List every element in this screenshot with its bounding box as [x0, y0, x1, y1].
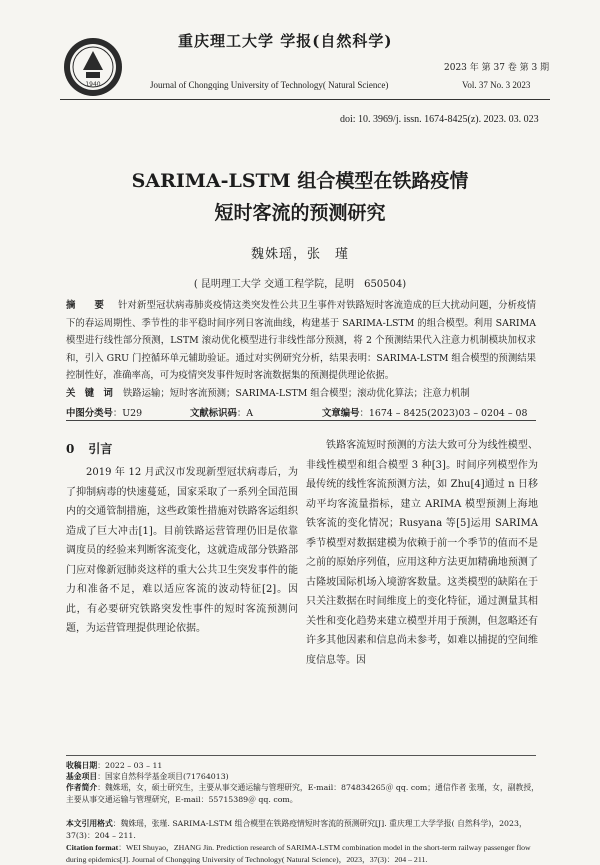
- section-number: 0: [66, 442, 75, 456]
- keywords-text: 铁路运输；短时客流预测；SARIMA-LSTM 组合模型；滚动优化算法；注意力机制: [122, 388, 470, 399]
- fund-label: 基金项目: [66, 772, 98, 781]
- citation-en-label: Citation format: [66, 843, 119, 852]
- received-value: 2022 – 03 – 11: [104, 761, 163, 770]
- seal-year: 1940: [85, 81, 101, 88]
- affiliation: ( 昆明理工大学 交通工程学院，昆明 650504): [193, 279, 407, 290]
- fund-project: 基金项目：国家自然科学基金项目(71764013): [66, 772, 229, 781]
- received-date: 收稿日期：2022 – 03 – 11: [66, 761, 163, 770]
- intro-paragraph-2: 铁路客流短时预测的方法大致可分为线性模型、非线性模型和组合模型 3 种[3]。时间序列模型作为最传统的线性客流预测方法，如 Zhu[4]通过 n 日移动平均客流量指标，建立 ARIMA 模型预测上海地铁客流的变化情况；Rusyana 等[5]运用 SARIMA 季节模型对数据建模为依赖于前一个季节的值而不是之前的原始序列值，应用这种方法更加精确地预测了古隆坡国际机场入境游客数量。这类模型的缺陷在于只关注数据在时间维度上的变化特征，通过测量其相关性和变化趋势来建立模型并用于预测，但忽略还有许多其他因素和信息尚未参考，如难以捕捉的空间维度信息等。因: [306, 440, 538, 666]
- issue-info-cn: 2023 年 第 37 卷 第 3 期: [444, 63, 550, 73]
- doc-code-label: 文献标识码: [190, 408, 237, 419]
- citation-cn-value: 魏姝瑶，张瑾. SARIMA-LSTM 组合模型在铁路疫情短时客流的预测研究[J]. 重庆理工大学学报( 自然科学)，2023，37(3)：204 – 211.: [66, 819, 527, 840]
- body-column-left: [66, 463, 298, 639]
- section-heading: [66, 440, 112, 457]
- author-bio-value: 魏姝瑶，女，硕士研究生，主要从事交通运输与管理研究，E-mail：874834265＠ qq. com；通信作者 张瑾，女，副教授，主要从事交通运输与管理研究，E-mail：55715389＠ qq. com。: [66, 783, 539, 804]
- section-title: 引言: [88, 442, 113, 456]
- clc-value: U29: [122, 408, 143, 419]
- fund-value: 国家自然科学基金项目(71764013): [104, 772, 229, 781]
- article-no-value: 1674 – 8425(2023)03 – 0204 – 08: [368, 408, 528, 419]
- citation-cn-label: 本文引用格式: [66, 819, 113, 828]
- citation-en-value: WEI Shuyao，ZHANG Jin. Prediction research of SARIMA-LSTM combination model in the short-term railway passenger flow during epidemics[J]. Journal of Chongqing University of Technology( Natural Science)，2023，37(3)：204 – 211.: [66, 843, 531, 864]
- abstract: [66, 297, 536, 385]
- paper-title-line1: SARIMA-LSTM 组合模型在铁路疫情: [131, 170, 469, 192]
- journal-title-en: Journal of Chongqing University of Technology( Natural Science): [150, 80, 389, 90]
- clc-label: 中图分类号: [66, 408, 113, 419]
- keywords-label: 关 键 词: [66, 388, 113, 399]
- header-divider: [60, 99, 550, 100]
- authors: 魏姝瑶，张 瑾: [250, 247, 349, 262]
- paper-title-line2: 短时客流的预测研究: [214, 202, 386, 224]
- clc-number: 中图分类号：U29: [66, 408, 143, 419]
- author-bio-label: 作者简介: [66, 783, 98, 792]
- abstract-divider: [66, 420, 536, 421]
- journal-title-cn: 重庆理工大学 学报(自然科学): [178, 32, 393, 50]
- keywords: [66, 387, 536, 401]
- doc-code-value: A: [246, 408, 254, 419]
- issue-info-en: Vol. 37 No. 3 2023: [462, 80, 531, 90]
- abstract-text: 针对新型冠状病毒肺炎疫情这类突发性公共卫生事件对铁路短时客流造成的巨大扰动问题，分析疫情下的春运周期性、季节性的非平稳时间序列日客流曲线，构建基于 SARIMA-LSTM 的组合模型。利用 SARIMA 模型进行线性部分预测，LSTM 滚动优化模型进行非线性部分预测，将 2 个预测结果代入注意力机制模块加权求和，引入 GRU 门控循环单元辅助验证。通过对实例研究分析，结果表明：SARIMA-LSTM 组合模型的预测结果控制性好，准确率高，可为疫情突发事件短时客流数据集的预测提供理论依据。: [66, 300, 536, 382]
- document-code: 文献标识码：A: [190, 408, 254, 419]
- body-column-right: [306, 436, 538, 670]
- article-number: 文章编号：1674 – 8425(2023)03 – 0204 – 08: [322, 408, 528, 419]
- author-bio: 作者简介：魏姝瑶，女，硕士研究生，主要从事交通运输与管理研究，E-mail：874834265＠ qq. com；通信作者 张瑾，女，副教授，主要从事交通运输与管理研究，E-mail：55715389＠ qq. com。: [66, 783, 539, 804]
- abstract-label: 摘 要: [66, 300, 105, 311]
- intro-paragraph-1: 2019 年 12 月武汉市发现新型冠状病毒后，为了抑制病毒的快速蔓延，国家采取了一系列全国范围内的交通管制措施，这些政策性措施对铁路客运组织造成了巨大冲击[1]。目前铁路运营管理仍旧是依靠调度员的经验来判断客流变化，这就造成部分铁路部门应对像新冠肺炎这样的重大公共卫生突发事件的能力和准备不足，难以适应客流的波动特征[2]。因此，有必要研究铁路突发性事件的短时客流预测问题，为运营管理提供理论依据。: [66, 467, 298, 634]
- doi-line: doi: 10. 3969/j. issn. 1674-8425(z). 2023. 03. 023: [340, 114, 539, 125]
- citation-en: Citation format：WEI Shuyao，ZHANG Jin. Prediction research of SARIMA-LSTM combination model in the short-term railway passenger flow during epidemics[J]. Journal of Chongqing University of Technology( Natural Science)，2023，37(3)：204 – 211.: [66, 843, 531, 864]
- citation-cn: 本文引用格式：魏姝瑶，张瑾. SARIMA-LSTM 组合模型在铁路疫情短时客流的预测研究[J]. 重庆理工大学学报( 自然科学)，2023，37(3)：204 – 211.: [66, 819, 527, 840]
- university-seal-logo: [62, 36, 124, 98]
- received-label: 收稿日期: [66, 761, 98, 770]
- footnote-divider: [66, 755, 536, 756]
- article-no-label: 文章编号: [322, 408, 360, 419]
